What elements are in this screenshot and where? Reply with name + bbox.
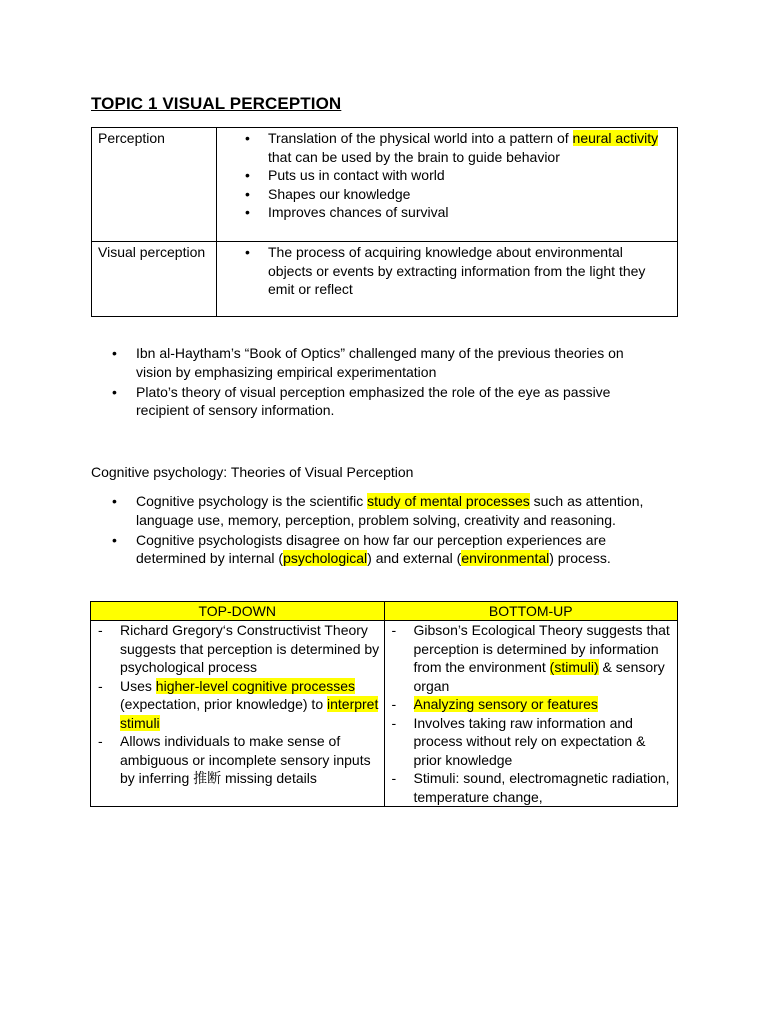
dash-item (385, 714, 678, 770)
definition-point (217, 129, 677, 166)
bottom-up-cell (384, 621, 678, 807)
text-segment: Gibson’s Ecological Theory suggests that perception is determined by information from the environment (413, 622, 670, 675)
definition-point (217, 243, 677, 299)
dash-item (385, 769, 678, 806)
text-segment: Ibn al-Haytham’s “Book of Optics” challenged many of the previous theories on vision by emphasizing empirical experimentation (136, 345, 624, 380)
dash-item (385, 695, 678, 714)
cognitive-bullet-list (91, 492, 671, 569)
bullet-item (91, 531, 671, 568)
definition-cell (217, 128, 678, 242)
text-segment: Cognitive psychology is the scientific (136, 493, 368, 509)
text-segment: Translation of the physical world into a pattern of (268, 130, 573, 146)
text-segment: Cognitive psychologists disagree on how far our perception experiences are determined by internal ( (136, 531, 607, 566)
text-segment: Plato’s theory of visual perception emphasized the role of the eye as passive recipient of sensory information. (136, 383, 611, 418)
text-segment: ) process. (549, 550, 611, 566)
section-subheading: Cognitive psychology: Theories of Visual Perception (91, 464, 414, 480)
header-bottom-up: BOTTOM-UP (384, 602, 678, 621)
dash-item (91, 732, 384, 788)
top-down-cell (91, 621, 385, 807)
highlighted-text: Analyzing sensory or features (413, 696, 598, 712)
bullet-item (91, 383, 651, 420)
text-segment: Richard Gregory‘s Constructivist Theory suggests that perception is determined by psychological process (120, 622, 380, 675)
table-row (92, 242, 678, 317)
highlighted-text: neural activity (572, 130, 659, 146)
text-segment: that can be used by the brain to guide behavior (268, 148, 560, 165)
highlighted-text: psychological (283, 550, 368, 566)
highlighted-text: higher-level cognitive processes (155, 677, 356, 694)
text-segment: (expectation, prior knowledge) to (120, 696, 327, 712)
highlighted-text: (stimuli) (549, 659, 599, 675)
term-cell: Visual perception (92, 242, 217, 317)
highlighted-text: environmental (461, 550, 550, 566)
text-segment: Shapes our knowledge (268, 185, 411, 202)
dash-item (91, 677, 384, 733)
table-row (92, 128, 678, 242)
text-segment: Allows individuals to make sense of ambiguous or incomplete sensory inputs by inferring 推断 missing details (120, 733, 371, 786)
bullet-item (91, 492, 671, 529)
text-segment: Puts us in contact with world (268, 167, 445, 183)
page-title: TOPIC 1 VISUAL PERCEPTION (91, 94, 342, 113)
definition-point (217, 203, 677, 222)
dash-item (385, 621, 678, 695)
bullet-item (91, 344, 651, 381)
definition-point (217, 166, 677, 185)
text-segment: Stimuli: sound, electromagnetic radiation, temperature change, (413, 770, 670, 805)
highlighted-text: study of mental processes (367, 493, 530, 509)
definition-cell (217, 242, 678, 317)
text-segment: & sensory organ (413, 659, 665, 694)
text-segment: such as attention, language use, memory, perception, problem solving, creativity and reasoning. (136, 493, 644, 528)
text-segment: Uses (120, 677, 156, 694)
comparison-body-row (91, 621, 678, 807)
comparison-header-row (91, 602, 678, 621)
definition-point (217, 185, 677, 204)
dash-item (91, 621, 384, 677)
header-top-down: TOP-DOWN (91, 602, 385, 621)
text-segment: ) and external ( (367, 550, 462, 566)
definitions-table (91, 127, 678, 317)
text-segment: The process of acquiring knowledge about environmental objects or events by extracting information from the light they emit or reflect (268, 244, 646, 297)
term-cell: Perception (92, 128, 217, 242)
text-segment: Involves taking raw information and process without rely on expectation & prior knowledge (413, 714, 646, 768)
comparison-table (90, 601, 678, 807)
text-segment: Improves chances of survival (268, 204, 449, 220)
history-bullet-list (91, 344, 651, 421)
highlighted-text: interpret stimuli (120, 696, 379, 731)
